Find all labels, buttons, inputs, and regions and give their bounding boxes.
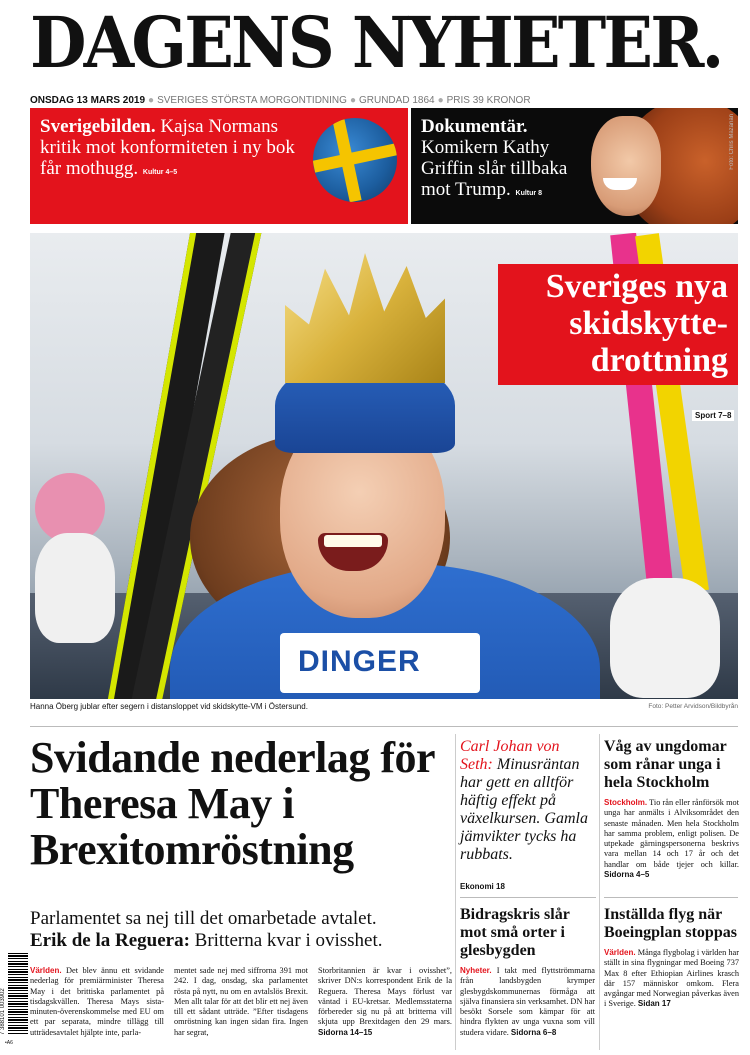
promo-sverigebilden-body: Kajsa Normans kritik mot konformiteten i ny bok får mothugg.	[40, 116, 295, 179]
story-countryside-headline: Bidragskris slår mot små orter i glesbygden	[460, 906, 570, 959]
main-col3-text: Storbritannien är kvar i ovisshet”, skriver DN:s korrespondent Erik de la Reguera. Theresa Mays förlust var väntad i EU-kretsar. Medlemsstaterna förbereder sig nu på att britterna vill skjuta upp Brexitdagen den 29 mars.	[318, 966, 452, 1027]
opinion-body: Minusräntan har gett en alltför häftig effekt på växelkursen. Gamla jämvikter tycks ha rubbats.	[460, 756, 588, 863]
story-robberies-ref: Sidorna 4–5	[604, 870, 650, 880]
hero-page-ref: Sport 7–8	[692, 410, 734, 421]
main-sub-byline: Erik de la Reguera:	[30, 930, 190, 951]
opinion-text	[460, 738, 595, 864]
dateline-separator: ●	[349, 95, 356, 106]
athlete-bib	[280, 633, 480, 693]
athlete-teeth	[324, 535, 382, 547]
story-countryside[interactable]	[460, 906, 595, 1038]
gold-crown	[285, 253, 445, 383]
column-separator	[455, 734, 456, 1050]
dateline-tagline: SVERIGES STÖRSTA MORGONTIDNING	[157, 95, 347, 106]
main-subheadline	[30, 908, 455, 952]
main-sub-rest: Britterna kvar i ovisshet.	[189, 930, 383, 951]
hero-headline[interactable]: Sveriges nya skidskytte-drottning	[498, 264, 738, 385]
dateline-separator: ●	[437, 95, 444, 106]
dateline-founded: GRUNDAD 1864	[358, 95, 435, 106]
main-col1-text: Det blev ännu ett svidande nederlag för premiärminister Theresa May i det brittiska parlamentet på tisdagskvällen. Theresa Mays sista-minuten-överenskommelse med EU om ett par separata, mindre tillägg till utträdesavtalet hjälpte inte, parla-	[30, 966, 164, 1037]
story-boeing-text: Många flygbolag i världen har ställt in sina flygningar med Boeing 737 Max 8 efter Ethiopian Airlines krasch där 157 människor omkom. Flera avgångar med Norwegian påverkas även i Sverige.	[604, 948, 739, 1009]
promo-sverigebilden-text	[40, 116, 320, 183]
masthead-title: DAGENS NYHETER.	[30, 1, 722, 84]
divider	[460, 897, 596, 898]
swedish-flag-image	[313, 118, 397, 202]
promo-dokumentar-kicker: Dokumentär.	[421, 116, 528, 137]
story-robberies-kicker: Stockholm.	[604, 798, 648, 807]
bib-text: DINGER	[298, 645, 421, 678]
dateline	[30, 95, 720, 106]
promo-dokumentar[interactable]	[411, 108, 738, 224]
hero-caption: Hanna Öberg jublar efter segern i distansloppet vid skidskytte-VM i Östersund.	[30, 702, 308, 711]
story-robberies-text: Tio rån eller rånförsök mot unga har anmälts i Alviksområdet den senaste månaden. Men hela Stockholm har samma problem, enligt polisen. De utpekade gärningspersonerna beskrivs vara mellan 14 och 17 år och det handlar om både tjejer och killar.	[604, 798, 739, 869]
main-body-col-1	[30, 966, 164, 1038]
story-boeing[interactable]	[604, 906, 739, 1010]
promo-sverigebilden[interactable]	[30, 108, 408, 224]
opinion-page-ref: Ekonomi 18	[460, 882, 505, 891]
story-boeing-headline: Inställda flyg när Boeingplan stoppas	[604, 906, 737, 941]
story-countryside-body	[460, 966, 595, 1038]
story-countryside-text: I takt med flyttströmmarna från landsbygden krymper glesbygdskommunernas förmåga att själva finansiera sin verksamhet. DN har besökt Sorsele som kämpar för att hindra flykten av unga vuxna som vill studera vidare.	[460, 966, 596, 1037]
main-headline[interactable]: Svidande nederlag för Theresa May i Brexitomröstning	[30, 733, 435, 874]
edition-mark: •A6	[5, 1040, 13, 1046]
promo-photo-credit: Foto: Chris Mazarian	[729, 114, 735, 170]
glove	[610, 578, 720, 698]
dateline-day: ONSDAG 13 MARS 2019	[30, 95, 146, 106]
column-separator	[599, 734, 600, 1050]
story-boeing-body	[604, 948, 739, 1010]
opinion-piece[interactable]	[460, 738, 595, 891]
main-body-col-3	[318, 966, 452, 1038]
kathy-griffin-photo	[591, 108, 738, 224]
story-robberies-headline: Våg av ungdomar som rånar unga i hela Stockholm	[604, 738, 727, 791]
promo-dokumentar-text	[421, 116, 601, 204]
divider	[30, 726, 738, 727]
story-countryside-ref: Sidorna 6–8	[510, 1027, 557, 1037]
main-sub-text: Parlamentet sa nej till det omarbetade avtalet.	[30, 908, 377, 929]
story-robberies[interactable]	[604, 738, 739, 880]
promo-sverigebilden-ref: Kultur 4–5	[142, 169, 178, 176]
divider	[604, 897, 738, 898]
main-kicker: Världen.	[30, 966, 62, 975]
main-page-ref: Sidorna 14–15	[318, 1027, 373, 1037]
barcode-image	[8, 953, 28, 1035]
dateline-price: PRIS 39 KRONOR	[446, 95, 531, 106]
promo-dokumentar-body: Komikern Kathy Griffin slår tillbaka mot Trump.	[421, 137, 568, 200]
glove	[35, 533, 115, 643]
opinion-byline: Carl Johan von Seth:	[460, 738, 560, 773]
story-countryside-kicker: Nyheter.	[460, 966, 492, 975]
hero-photo-credit: Foto: Petter Arvidson/Bildbyrån	[648, 703, 738, 710]
dateline-separator: ●	[148, 95, 155, 106]
story-boeing-kicker: Världen.	[604, 948, 636, 957]
story-boeing-ref: Sidan 17	[637, 999, 671, 1009]
main-body-col-2: mentet sade nej med siffrorna 391 mot 242. I dag, onsdag, ska parlamentet rösta på nytt, nu om en avtalslös Brexit. Men allt talar för att det blir ett nej även till ett sådant utträde. ”Efter tisdagens omröstning kan ingen sidan fira. Ingen har segrat,	[174, 966, 308, 1037]
promo-dokumentar-ref: Kultur 8	[515, 190, 542, 197]
story-robberies-body	[604, 798, 739, 880]
barcode-number: 7 388101 003902	[0, 988, 6, 1035]
promo-sverigebilden-kicker: Sverigebilden.	[40, 116, 156, 137]
